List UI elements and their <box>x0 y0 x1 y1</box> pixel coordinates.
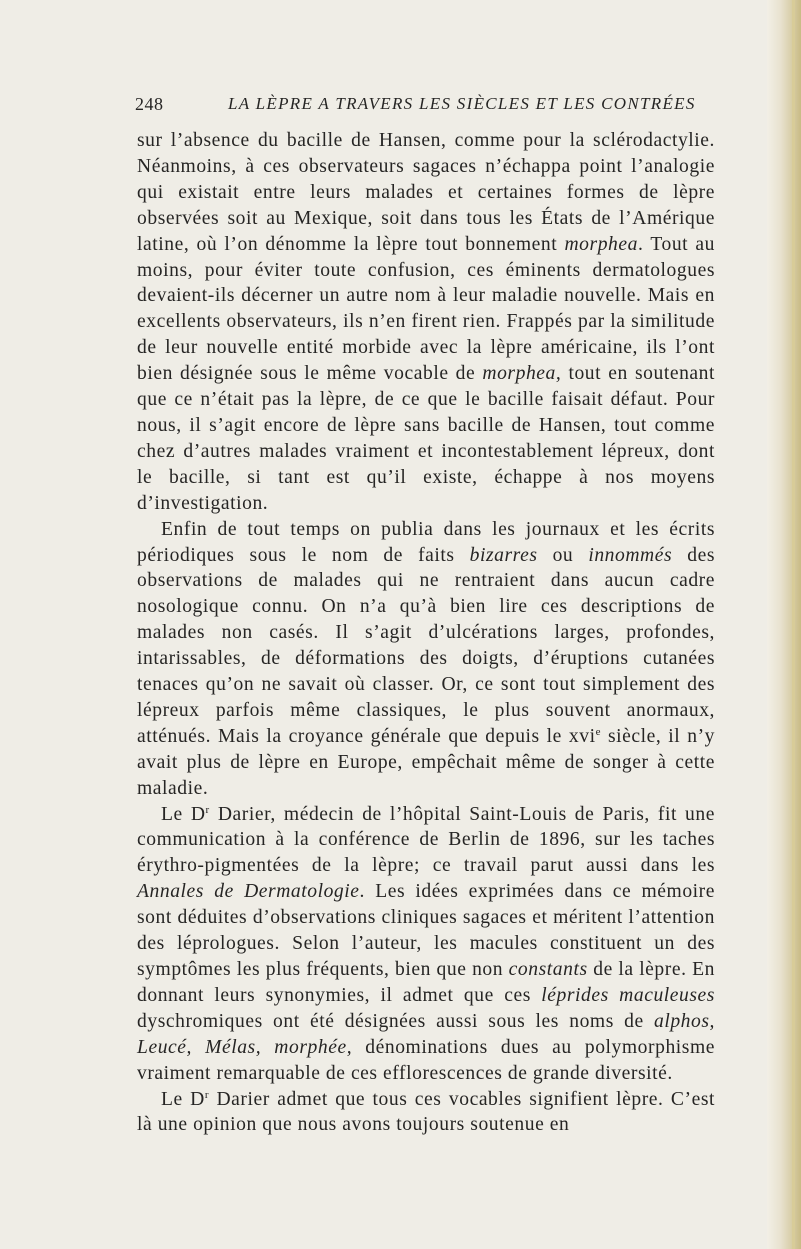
text-run: Enfin de tout temps on publia dans les journaux et les écrits périodiques sous le nom de faits <box>137 518 715 566</box>
page-header <box>135 94 715 120</box>
text-run: Darier admet que tous ces vocables signifient lèpre. C’est là une opinion que nous avons toujours soutenue en <box>137 1088 715 1136</box>
text-run: . Tout au moins, pour éviter toute confusion, ces éminents dermatologues devaient-ils décerner un autre nom à leur maladie nouvelle. Mais en excellents observateurs, ils n’en firent rien. Frappés par la similitude de leur nouvelle entité morbide avec la lèpre américaine, ils l’ont bien désignée sous le même vocable de <box>137 233 715 385</box>
body-text <box>137 128 715 1138</box>
text-run: . Les idées exprimées dans ce mémoire sont déduites d’observations cliniques sagaces et méritent l’attention des léprologues. Selon l’auteur, les macules constituent un des symptômes les plus fréquents, bien que non <box>137 881 715 980</box>
italic-text: bizarres <box>469 544 538 566</box>
italic-text: morphea <box>564 233 638 255</box>
text-run: dyschromiques ont été désignées aussi sous les noms de <box>137 1010 654 1032</box>
italic-text: Annales de Dermatologie <box>137 881 360 903</box>
paragraph <box>137 802 715 1087</box>
text-run: Darier, médecin de l’hôpital Saint-Louis de Paris, fit une communication à la conférence de Berlin de 1896, sur les taches érythro-pigmentées de la lèpre; ce travail parut aussi dans les <box>137 803 715 877</box>
page-number: 248 <box>135 94 164 114</box>
italic-text: constants <box>508 959 588 980</box>
text-run: sur l’absence du bacille de Hansen, comme pour la sclérodactylie. Néanmoins, à ces observateurs sagaces n’échappa point l’analogie qui existait entre leurs malades et certaines formes de lèpre observées soit au Mexique, soit dans tous les États de l’Amérique latine, où l’on dénomme la lèpre tout bonnement <box>137 130 715 255</box>
text-run: siècle, il n’y avait plus de lèpre en Europe, empêchait même de songer à cette maladie. <box>137 725 715 799</box>
paragraph <box>137 517 715 802</box>
book-spine-edge <box>792 0 795 1249</box>
text-run: ou <box>537 544 589 566</box>
superscript: r <box>205 803 210 816</box>
paragraph <box>137 128 715 517</box>
text-run: des observations de malades qui ne rentraient dans aucun cadre nosologique connu. On n’a qu’à bien lire ces descriptions de malades non casés. Il s’agit d’ulcérations larges, profondes, intarissables, de déformations des doigts, d’éruptions cutanées tenaces qu’on ne savait où classer. Or, ce sont tout simplement des lépreux parfois même classiques, le plus souvent anormaux, atténués. Mais la croyance générale que depuis le <box>137 544 716 747</box>
text-run: Le D <box>161 1088 205 1110</box>
superscript: r <box>204 1088 210 1101</box>
italic-text: léprides maculeuses <box>541 984 715 1006</box>
running-title: LA LÈPRE A TRAVERS LES SIÈCLES ET LES CONTRÉES <box>228 94 696 113</box>
italic-text: innommés <box>588 544 673 566</box>
text-run: dénominations dues au polymorphisme vraiment remarquable de ces efflorescences de grande diversité. <box>137 1036 715 1084</box>
text-run: de la lèpre. En donnant leurs synonymies, il admet que ces <box>137 959 715 1006</box>
text-run: tout en soutenant que ce n’était pas la lèpre, de ce que le bacille faisait défaut. Pour nous, il s’agit encore de lèpre sans bacille de Hansen, tout comme chez d’autres malades vraiment et incontestablement lépreux, dont le bacille, si tant est qu’il existe, échappe à nos moyens d’investigation. <box>137 363 716 514</box>
paragraph <box>137 1087 715 1139</box>
small-caps-text: xvi <box>568 725 596 747</box>
book-spine-shadow <box>767 0 801 1249</box>
italic-text: alphos, Leucé, Mélas, morphée, <box>137 1010 715 1058</box>
italic-text: morphea, <box>482 363 562 385</box>
text-run: Le D <box>161 803 206 825</box>
superscript: e <box>595 725 601 738</box>
